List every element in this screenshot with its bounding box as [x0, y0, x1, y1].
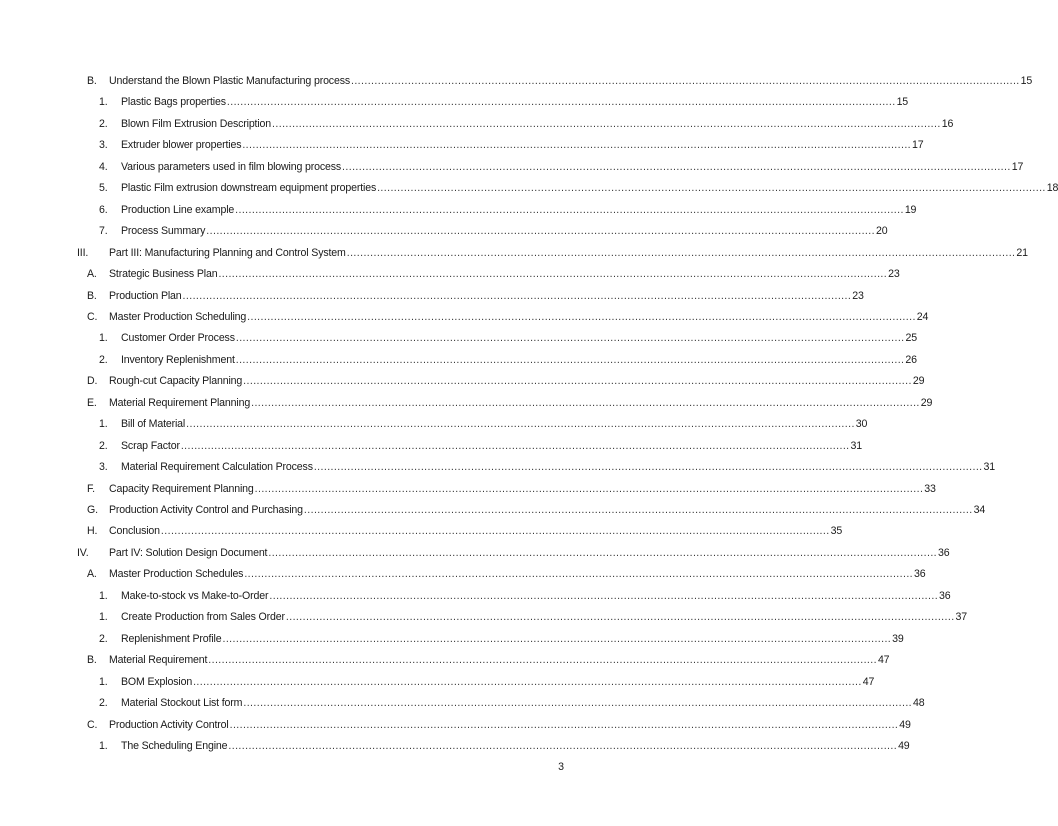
toc-entry[interactable]: [0, 609, 968, 625]
toc-entry-number: B.: [87, 654, 97, 667]
toc-entry-title: Production Line example: [121, 203, 235, 216]
toc-entry[interactable]: [0, 438, 862, 454]
toc-entry[interactable]: [0, 588, 951, 604]
toc-entry-title: Material Requirement Calculation Process: [121, 461, 313, 474]
toc-entry-page: 49: [898, 739, 910, 752]
toc-entry[interactable]: [0, 137, 924, 153]
toc-entry-page: 36: [938, 546, 950, 559]
toc-entry-page: 24: [916, 310, 929, 323]
toc-entry[interactable]: [0, 395, 933, 411]
toc-entry-page: 23: [888, 268, 900, 281]
toc-entry[interactable]: [0, 481, 936, 497]
toc-entry[interactable]: [0, 116, 954, 132]
toc-entry-number: 2.: [99, 117, 108, 130]
toc-dot-leader: ........................................................................................................................................................................................................: [182, 289, 852, 302]
toc-entry-number: 2.: [99, 353, 108, 366]
toc-entry-number: C.: [87, 718, 98, 731]
toc-entry-number: 6.: [99, 203, 108, 216]
toc-entry-number: 2.: [99, 439, 108, 452]
toc-entry-title: Part IV: Solution Design Document: [109, 546, 268, 559]
toc-dot-leader: ........................................................................................................................................................................................................: [228, 739, 898, 752]
toc-entry-page: 35: [830, 525, 843, 538]
toc-entry-page: 15: [1020, 75, 1033, 87]
toc-entry[interactable]: [0, 545, 950, 561]
toc-dot-leader: ........................................................................................................................................................................................................: [222, 632, 892, 645]
toc-entry-title: Scrap Factor: [121, 439, 180, 452]
toc-entry[interactable]: [0, 416, 868, 432]
toc-entry[interactable]: [0, 717, 911, 733]
toc-entry-title: Master Production Scheduling: [109, 310, 247, 323]
toc-dot-leader: ........................................................................................................................................................................................................: [242, 139, 911, 152]
toc-entry-page: 39: [892, 632, 904, 645]
toc-entry-number: A.: [87, 268, 97, 281]
toc-entry-page: 17: [912, 139, 924, 152]
toc-entry[interactable]: [0, 245, 1028, 261]
toc-entry-page: 25: [905, 332, 917, 345]
toc-entry-number: 3.: [99, 139, 108, 152]
toc-dot-leader: ........................................................................................................................................................................................................: [218, 268, 888, 281]
toc-entry-title: Create Production from Sales Order: [121, 611, 285, 624]
toc-entry-title: Understand the Blown Plastic Manufacturing process: [109, 75, 350, 87]
toc-entry[interactable]: [0, 330, 917, 346]
toc-entry-page: 33: [924, 482, 936, 495]
toc-entry-number: 1.: [99, 611, 108, 624]
toc-entry-title: Production Activity Control: [109, 718, 229, 731]
toc-entry[interactable]: [0, 502, 986, 518]
toc-entry-title: Process Summary: [121, 225, 206, 238]
toc-entry-title: Part III: Manufacturing Planning and Control System: [109, 246, 346, 259]
toc-entry-title: Material Requirement: [109, 654, 208, 667]
toc-entry-page: 21: [1016, 246, 1028, 259]
toc-entry-number: A.: [87, 568, 97, 581]
toc-dot-leader: ........................................................................................................................................................................................................: [206, 225, 875, 238]
toc-dot-leader: ........................................................................................................................................................................................................: [272, 117, 941, 130]
toc-entry-title: Material Requirement Planning: [109, 396, 251, 409]
toc-entry[interactable]: [0, 631, 904, 647]
toc-entry[interactable]: [0, 94, 909, 110]
toc-entry-number: 7.: [99, 225, 108, 238]
toc-dot-leader: ........................................................................................................................................................................................................: [186, 418, 855, 431]
toc-entry-page: 30: [855, 418, 868, 431]
toc-entry[interactable]: [0, 674, 875, 690]
toc-entry-number: 4.: [99, 160, 108, 173]
toc-dot-leader: ........................................................................................................................................................................................................: [193, 675, 862, 688]
toc-entry-page: 29: [912, 375, 925, 388]
toc-entry-title: Plastic Film extrusion downstream equipment properties: [121, 182, 377, 195]
toc-entry-page: 26: [905, 353, 917, 366]
toc-entry-title: Make-to-stock vs Make-to-Order: [121, 589, 269, 602]
toc-entry-number: 1.: [99, 96, 108, 109]
toc-dot-leader: ........................................................................................................................................................................................................: [235, 332, 905, 345]
toc-dot-leader: ........................................................................................................................................................................................................: [346, 246, 1016, 259]
toc-entry-page: 15: [896, 96, 909, 109]
toc-entry-number: 3.: [99, 461, 108, 474]
toc-entry-page: 29: [920, 396, 933, 409]
toc-entry[interactable]: [0, 566, 926, 582]
toc-dot-leader: ........................................................................................................................................................................................................: [160, 525, 830, 538]
toc-dot-leader: ........................................................................................................................................................................................................: [351, 75, 1020, 87]
toc-entry[interactable]: [0, 309, 929, 325]
toc-entry-number: E.: [87, 396, 97, 409]
toc-entry-title: Production Plan: [109, 289, 182, 302]
toc-entry[interactable]: [0, 223, 888, 239]
toc-entry-title: Rough-cut Capacity Planning: [109, 375, 243, 388]
toc-entry-page: 20: [875, 225, 888, 238]
toc-dot-leader: ........................................................................................................................................................................................................: [180, 439, 850, 452]
toc-dot-leader: ........................................................................................................................................................................................................: [243, 697, 913, 710]
toc-entry-page: 16: [941, 117, 954, 130]
page-number: 3: [558, 761, 564, 773]
toc-entry-page: 19: [904, 203, 917, 216]
toc-dot-leader: ........................................................................................................................................................................................................: [226, 96, 896, 109]
toc-entry-title: Customer Order Process: [121, 332, 235, 345]
toc-dot-leader: ........................................................................................................................................................................................................: [285, 611, 955, 624]
toc-entry-number: 1.: [99, 675, 108, 688]
toc-entry[interactable]: [0, 738, 910, 754]
toc-entry-page: 36: [939, 589, 951, 602]
toc-dot-leader: ........................................................................................................................................................................................................: [342, 160, 1011, 173]
toc-dot-leader: ........................................................................................................................................................................................................: [268, 546, 938, 559]
toc-entry-number: D.: [87, 375, 98, 388]
toc-entry-page: 36: [914, 568, 926, 581]
toc-entry-page: 31: [983, 461, 995, 474]
toc-entry[interactable]: [0, 695, 925, 711]
toc-entry-page: 18: [1046, 182, 1058, 195]
toc-entry[interactable]: [0, 459, 995, 475]
toc-entry-page: 48: [913, 697, 925, 710]
toc-dot-leader: ........................................................................................................................................................................................................: [254, 482, 924, 495]
toc-entry-number: 1.: [99, 418, 108, 431]
toc-entry[interactable]: [0, 352, 917, 368]
toc-dot-leader: ........................................................................................................................................................................................................: [303, 504, 973, 516]
toc-entry-number: F.: [87, 482, 95, 495]
toc-entry-number: 2.: [99, 632, 108, 645]
toc-dot-leader: ........................................................................................................................................................................................................: [377, 182, 1046, 195]
toc-entry-title: Bill of Material: [121, 418, 186, 431]
toc-entry-title: Production Activity Control and Purchasing: [109, 504, 303, 516]
toc-dot-leader: ........................................................................................................................................................................................................: [208, 654, 877, 667]
toc-entry[interactable]: [0, 202, 917, 218]
toc-entry-number: III.: [77, 246, 89, 259]
toc-dot-leader: ........................................................................................................................................................................................................: [229, 718, 899, 731]
toc-entry-title: Blown Film Extrusion Description: [121, 117, 272, 130]
toc-entry-title: Extruder blower properties: [121, 139, 242, 152]
toc-entry[interactable]: [0, 73, 1033, 89]
toc-entry-title: BOM Explosion: [121, 675, 193, 688]
toc-entry-title: Various parameters used in film blowing process: [121, 160, 342, 173]
toc-entry-page: 31: [850, 439, 862, 452]
toc-entry-title: Plastic Bags properties: [121, 96, 226, 109]
toc-entry-title: Capacity Requirement Planning: [109, 482, 254, 495]
toc-entry[interactable]: [0, 159, 1024, 175]
toc-entry-title: Material Stockout List form: [121, 697, 243, 710]
toc-entry-page: 49: [899, 718, 911, 731]
toc-dot-leader: ........................................................................................................................................................................................................: [269, 589, 939, 602]
toc-entry-number: G.: [87, 504, 98, 516]
toc-entry[interactable]: [0, 652, 890, 668]
toc-entry-page: 34: [973, 504, 986, 516]
toc-dot-leader: ........................................................................................................................................................................................................: [244, 568, 913, 581]
toc-dot-leader: ........................................................................................................................................................................................................: [313, 461, 983, 474]
toc-entry-number: H.: [87, 525, 98, 538]
toc-entry[interactable]: [0, 288, 864, 304]
toc-entry-number: 1.: [99, 332, 108, 345]
toc-entry-title: Conclusion: [109, 525, 160, 538]
toc-entry-title: Replenishment Profile: [121, 632, 222, 645]
toc-entry[interactable]: [0, 266, 900, 282]
toc-entry-number: B.: [87, 75, 97, 87]
toc-entry-number: 1.: [99, 739, 108, 752]
toc-entry-number: B.: [87, 289, 97, 302]
toc-entry-page: 17: [1011, 160, 1024, 173]
toc-dot-leader: ........................................................................................................................................................................................................: [247, 310, 916, 323]
toc-entry-page: 47: [877, 654, 890, 667]
toc-dot-leader: ........................................................................................................................................................................................................: [251, 396, 920, 409]
toc-entry-title: Strategic Business Plan: [109, 268, 218, 281]
toc-entry-page: 37: [955, 611, 968, 624]
toc-entry-number: 1.: [99, 589, 108, 602]
toc-entry-number: 5.: [99, 182, 108, 195]
toc-entry-number: C.: [87, 310, 98, 323]
toc-entry[interactable]: [0, 180, 1058, 196]
toc-entry-title: Inventory Replenishment: [121, 353, 235, 366]
toc-entry-number: IV.: [77, 546, 89, 559]
toc-dot-leader: ........................................................................................................................................................................................................: [235, 203, 904, 216]
toc-entry-page: 23: [852, 289, 864, 302]
toc-entry[interactable]: [0, 523, 843, 539]
toc-entry-title: Master Production Schedules: [109, 568, 244, 581]
toc-entry[interactable]: [0, 373, 925, 389]
toc-entry-page: 47: [862, 675, 875, 688]
toc-entry-number: 2.: [99, 697, 108, 710]
toc-dot-leader: ........................................................................................................................................................................................................: [235, 353, 905, 366]
toc-dot-leader: ........................................................................................................................................................................................................: [243, 375, 912, 388]
toc-entry-title: The Scheduling Engine: [121, 739, 228, 752]
